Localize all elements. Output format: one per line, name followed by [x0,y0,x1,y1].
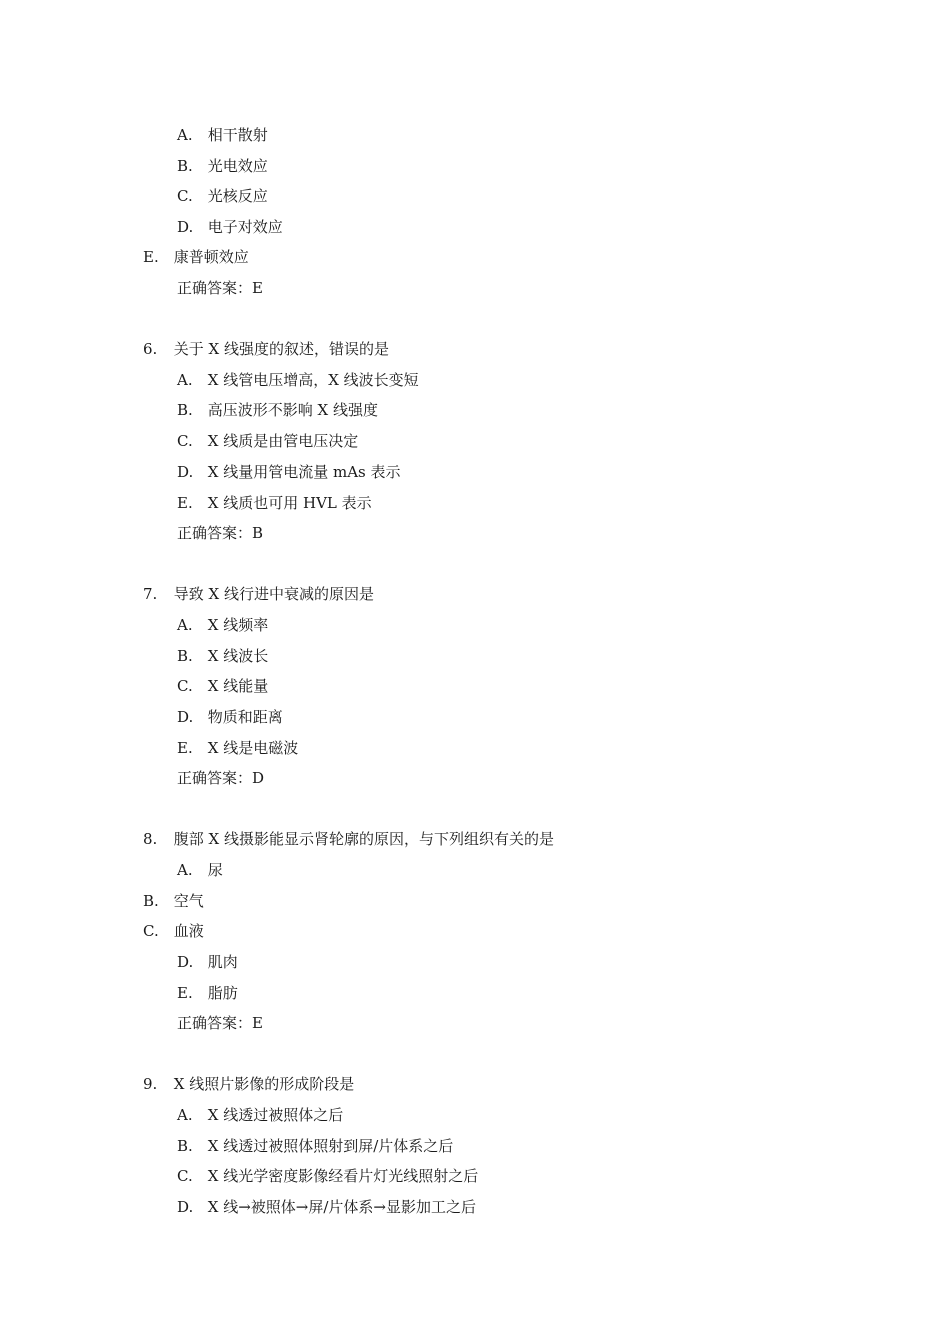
q5-option-d [177,217,283,237]
q5-option-a [177,125,268,145]
option-text: X 线透过被照体之后 [207,1106,344,1124]
option-label: B. [177,1137,193,1155]
q8-option-c [143,921,204,941]
option-text: 光电效应 [207,157,268,175]
option-label: E. [177,494,193,512]
option-text: X 线质也可用 HVL 表示 [207,494,372,512]
option-text: 高压波形不影响 X 线强度 [207,401,378,419]
option-text: 空气 [173,892,204,910]
option-text: X 线是电磁波 [207,739,299,757]
q9-stem [143,1074,354,1094]
option-label: A. [177,371,193,389]
q8-stem [143,829,554,849]
option-label: D. [177,708,194,726]
option-label: D. [177,463,194,481]
option-label: B. [143,892,159,910]
option-label: D. [177,218,194,236]
option-text: X 线透过被照体照射到屏/片体系之后 [207,1137,454,1155]
q8-option-a [177,860,223,880]
q6-stem [143,339,389,359]
option-label: A. [177,126,193,144]
option-label: A. [177,1106,193,1124]
question-text: X 线照片影像的形成阶段是 [173,1075,355,1093]
question-number: 6. [143,340,158,358]
option-text: X 线质是由管电压决定 [207,432,359,450]
question-text: 关于 X 线强度的叙述，错误的是 [173,340,389,358]
q8-answer: 正确答案：E [177,1014,263,1032]
option-label: E. [143,248,159,266]
q6-option-d [177,462,401,482]
q8-option-b [143,891,204,911]
option-label: D. [177,953,194,971]
option-label: C. [177,1167,193,1185]
q7-option-b [177,646,268,666]
q9-option-d [177,1197,476,1217]
option-text: X 线量用管电流量 mAs 表示 [207,463,401,481]
q9-option-c [177,1166,478,1186]
q7-answer: 正确答案：D [177,769,265,787]
option-label: C. [177,677,193,695]
q8-option-d [177,952,238,972]
option-text: 电子对效应 [207,218,283,236]
option-text: X 线频率 [207,616,269,634]
q9-option-a [177,1105,343,1125]
option-label: C. [177,432,193,450]
option-text: 相干散射 [207,126,268,144]
option-text: X 线光学密度影像经看片灯光线照射之后 [207,1167,479,1185]
q7-option-a [177,615,268,635]
option-text: 光核反应 [207,187,268,205]
option-text: 脂肪 [207,984,238,1002]
option-label: E. [177,984,193,1002]
question-number: 9. [143,1075,158,1093]
q6-option-c [177,431,358,451]
q7-option-e [177,738,298,758]
question-text: 导致 X 线行进中衰减的原因是 [173,585,374,603]
option-label: B. [177,157,193,175]
question-number: 7. [143,585,158,603]
option-label: C. [177,187,193,205]
q6-option-a [177,370,419,390]
q8-option-e [177,983,238,1003]
q5-option-c [177,186,268,206]
option-text: X 线波长 [207,647,269,665]
option-text: X 线→被照体→屏/片体系→显影加工之后 [207,1198,476,1216]
q7-stem [143,584,374,604]
q7-option-d [177,707,283,727]
option-text: 血液 [173,922,204,940]
option-text: X 线管电压增高，X 线波长变短 [207,371,419,389]
option-label: E. [177,739,193,757]
question-number: 8. [143,830,158,848]
option-text: 物质和距离 [207,708,283,726]
q6-option-b [177,400,378,420]
question-text: 腹部 X 线摄影能显示肾轮廓的原因，与下列组织有关的是 [173,830,554,848]
option-label: A. [177,616,193,634]
option-text: 尿 [207,861,223,879]
q6-option-e [177,493,372,513]
option-label: C. [143,922,159,940]
q7-option-c [177,676,268,696]
option-label: D. [177,1198,194,1216]
option-text: X 线能量 [207,677,269,695]
option-text: 肌肉 [207,953,238,971]
option-label: B. [177,401,193,419]
option-label: B. [177,647,193,665]
option-label: A. [177,861,193,879]
q6-answer: 正确答案：B [177,524,264,542]
q5-option-b [177,156,268,176]
q5-option-e [143,247,249,267]
option-text: 康普顿效应 [173,248,249,266]
q9-option-b [177,1136,453,1156]
q5-answer: 正确答案：E [177,279,263,297]
